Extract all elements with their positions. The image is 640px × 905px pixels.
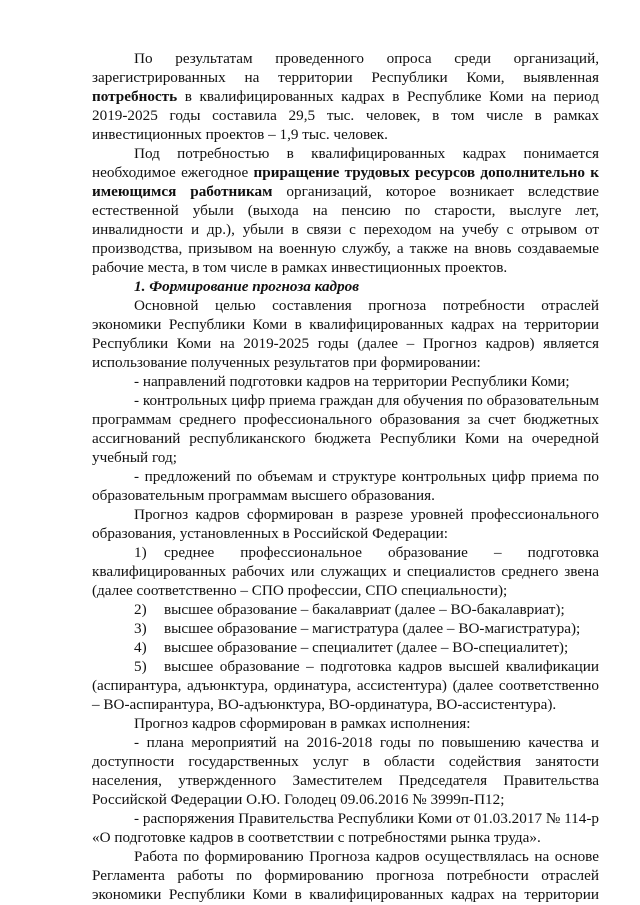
text-line: зарегистрированных на территории Республики Коми, выявленная bbox=[92, 69, 599, 86]
text-line: (аспирантура, адъюнктура, ординатура, ассистентура) (далее соответственно bbox=[92, 677, 599, 694]
list-text: высшее образование – бакалавриат (далее – ВО-бакалавриат); bbox=[164, 601, 565, 618]
text-span: необходимое ежегодное bbox=[92, 164, 254, 181]
text-line: программам среднего профессионального образования за счет бюджетных bbox=[92, 411, 599, 428]
text-line: Регламента работы по формированию прогноза потребности отраслей bbox=[92, 867, 599, 884]
list-number: 1) bbox=[134, 544, 147, 561]
section-heading: 1. Формирование прогноза кадров bbox=[134, 278, 360, 295]
text-line: населения, утвержденного Заместителем Председателя Правительства bbox=[92, 772, 599, 789]
text-line: инвестиционных проектов – 1,9 тыс. человек. bbox=[92, 126, 388, 143]
text-span: организаций, которое возникает вследствие bbox=[272, 183, 599, 200]
text-line: рабочие места, в том числе в рамках инвестиционных проектов. bbox=[92, 259, 508, 276]
text-line: экономики Республики Коми в квалифицированных кадрах на территории bbox=[92, 316, 599, 333]
text-line: По результатам проведенного опроса среди организаций, bbox=[134, 50, 599, 67]
list-number: 3) bbox=[134, 620, 147, 637]
bold-term: имеющимся работникам bbox=[92, 183, 273, 200]
list-number: 2) bbox=[134, 601, 147, 618]
bold-term: приращение трудовых ресурсов дополнительно к bbox=[253, 164, 599, 181]
text-line: - плана мероприятий на 2016-2018 годы по повышению качества и bbox=[134, 734, 599, 751]
list-text: высшее образование – магистратура (далее – ВО-магистратура); bbox=[164, 620, 581, 637]
text-line: Под потребностью в квалифицированных кадрах понимается bbox=[134, 145, 599, 162]
text-line: инвалидности и др.), убыли в связи с переходом на учебу с отрывом от bbox=[92, 221, 599, 238]
text-line: 2019-2025 годы составила 29,5 тыс. человек, в том числе в рамках bbox=[92, 107, 599, 124]
text-line: естественной убыли (выхода на пенсию по старости, выслуге лет, bbox=[92, 202, 599, 219]
text-line: – ВО-аспирантура, ВО-адъюнктура, ВО-ординатура, ВО-ассистентура). bbox=[92, 696, 557, 713]
text-line: «О подготовке кадров в соответствии с потребностями рынка труда». bbox=[92, 829, 541, 846]
text-line: - распоряжения Правительства Республики Коми от 01.03.2017 № 114-р bbox=[134, 810, 599, 827]
text-span: в квалифицированных кадрах в Республике Коми на период bbox=[177, 88, 599, 105]
list-text: высшее образование – подготовка кадров высшей квалификации bbox=[164, 658, 599, 675]
text-line: доступности государственных услуг в области содействия занятости bbox=[92, 753, 599, 770]
text-line: Республики Коми на 2019-2025 годы (далее – Прогноз кадров) является bbox=[92, 335, 599, 352]
text-line: экономики Республики Коми в квалифицированных кадрах на территории bbox=[92, 886, 599, 903]
text-line: Работа по формированию Прогноза кадров осуществлялась на основе bbox=[134, 848, 599, 865]
text-line: Основной целью составления прогноза потребности отраслей bbox=[134, 297, 599, 314]
text-line: использование полученных результатов при формировании: bbox=[92, 354, 481, 371]
text-line: ассигнований республиканского бюджета Республики Коми на очередной bbox=[92, 430, 599, 447]
text-line: - направлений подготовки кадров на территории Республики Коми; bbox=[134, 373, 570, 390]
text-line: Российской Федерации О.Ю. Голодец 09.06.2016 № 3999п-П12; bbox=[92, 791, 505, 808]
text-line: - предложений по объемам и структуре контрольных цифр приема по bbox=[134, 468, 599, 485]
text-line: производства, призывом на военную службу, а также на вновь создаваемые bbox=[92, 240, 599, 257]
text-line bbox=[92, 163, 599, 182]
list-text: среднее профессиональное образование – подготовка bbox=[164, 544, 599, 561]
text-line: образования, установленных в Российской Федерации: bbox=[92, 525, 449, 542]
bold-term: потребность bbox=[92, 88, 178, 105]
text-line bbox=[92, 87, 599, 106]
text-line: - контрольных цифр приема граждан для обучения по образовательным bbox=[134, 392, 599, 409]
text-line: Прогноз кадров сформирован в разрезе уровней профессионального bbox=[134, 506, 599, 523]
list-number: 4) bbox=[134, 639, 147, 656]
text-line: учебный год; bbox=[92, 449, 177, 466]
list-text: высшее образование – специалитет (далее – ВО-специалитет); bbox=[164, 639, 569, 656]
text-line: Прогноз кадров сформирован в рамках исполнения: bbox=[134, 715, 471, 732]
list-number: 5) bbox=[134, 658, 147, 675]
text-line bbox=[92, 182, 599, 201]
text-line: (далее соответственно – СПО профессии, СПО специальности); bbox=[92, 582, 508, 599]
text-line: квалифицированных рабочих или служащих и специалистов среднего звена bbox=[92, 563, 599, 580]
text-line: образовательным программам высшего образования. bbox=[92, 487, 435, 504]
